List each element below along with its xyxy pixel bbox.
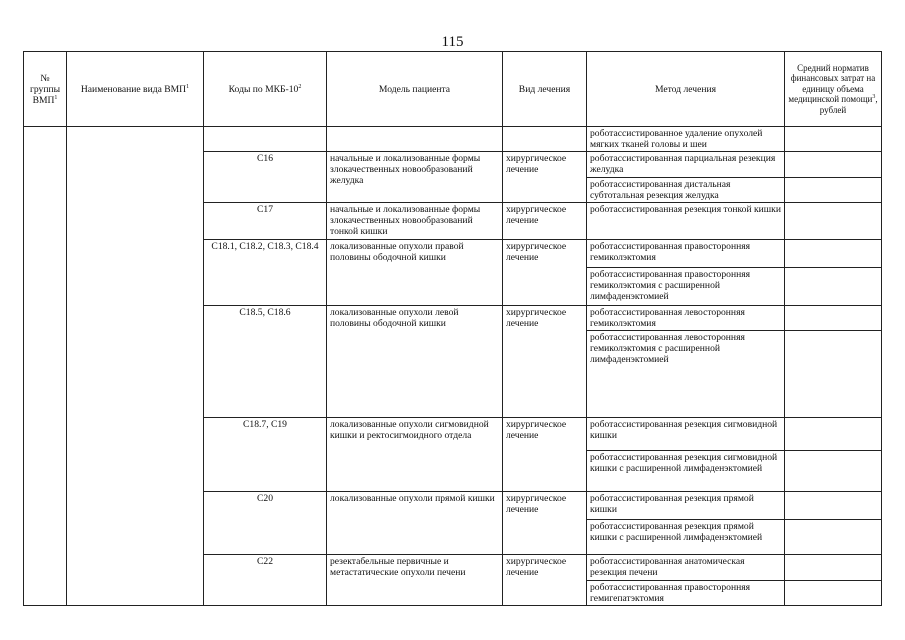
patient-model-cell: резектабельные первичные и метастатические опухоли печени (327, 555, 503, 606)
cost-norm-cell (785, 451, 882, 492)
header-treatment-method: Метод лечения (587, 52, 785, 127)
treatment-method-cell: роботассистированная парциальная резекция желудка (587, 152, 785, 178)
cost-norm-cell (785, 331, 882, 418)
icd-code-cell: C18.7, C19 (204, 418, 327, 492)
treatment-type-cell: хирургическое лечение (503, 203, 587, 240)
treatment-type-cell: хирургическое лечение (503, 240, 587, 306)
page-number: 115 (441, 34, 464, 50)
treatment-method-cell: роботассистированная правосторонняя гемиколэктомия (587, 240, 785, 268)
icd-code-cell (204, 127, 327, 152)
treatment-method-cell: роботассистированная резекция прямой кишки (587, 492, 785, 520)
table-row (24, 127, 882, 152)
cost-norm-cell (785, 492, 882, 520)
icd-code-cell: C22 (204, 555, 327, 606)
cost-norm-cell (785, 418, 882, 451)
patient-model-cell: локализованные опухоли правой половины ободочной кишки (327, 240, 503, 306)
group-no-cell (24, 127, 67, 606)
patient-model-cell: локализованные опухоли прямой кишки (327, 492, 503, 555)
icd-code-cell: C20 (204, 492, 327, 555)
cost-norm-cell (785, 306, 882, 331)
treatment-method-cell: роботассистированная анатомическая резекция печени (587, 555, 785, 581)
treatment-type-cell: хирургическое лечение (503, 418, 587, 492)
cost-norm-cell (785, 127, 882, 152)
table-header-row (24, 52, 882, 127)
vmp-table (23, 51, 882, 606)
icd-code-cell: C18.1, C18.2, C18.3, C18.4 (204, 240, 327, 306)
cost-norm-cell (785, 581, 882, 606)
cost-norm-cell (785, 178, 882, 203)
cost-norm-cell (785, 240, 882, 268)
cost-norm-cell (785, 268, 882, 306)
header-icd-codes: Коды по МКБ-$10^2$ (204, 52, 327, 127)
header-patient-model: Модель пациента (327, 52, 503, 127)
header-treatment-type: Вид лечения (503, 52, 587, 127)
patient-model-cell: локализованные опухоли сигмовидной кишки и ректосигмоидного отдела (327, 418, 503, 492)
header-group-no: № группы ВМП$^1$ (24, 52, 67, 127)
patient-model-cell: начальные и локализованные формы злокачественных новообразований желудка (327, 152, 503, 203)
treatment-method-cell: роботассистированная левосторонняя гемиколэктомия с расширенной лимфаденэктомией (587, 331, 785, 418)
treatment-type-cell: хирургическое лечение (503, 152, 587, 203)
treatment-method-cell: роботассистированное удаление опухолей мягких тканей головы и шеи (587, 127, 785, 152)
header-cost-norm: Средний норматив финансовых затрат на единицу объема медицинской помощи$^3$, рублей (785, 52, 882, 127)
cost-norm-cell (785, 203, 882, 240)
treatment-type-cell: хирургическое лечение (503, 306, 587, 418)
treatment-method-cell: роботассистированная резекция сигмовидной кишки с расширенной лимфаденэктомией (587, 451, 785, 492)
cost-norm-cell (785, 152, 882, 178)
treatment-method-cell: роботассистированная резекция тонкой кишки (587, 203, 785, 240)
cost-norm-cell (785, 520, 882, 555)
patient-model-cell: локализованные опухоли левой половины ободочной кишки (327, 306, 503, 418)
patient-model-cell (327, 127, 503, 152)
treatment-method-cell: роботассистированная правосторонняя гемиколэктомия с расширенной лимфаденэктомией (587, 268, 785, 306)
treatment-method-cell: роботассистированная правосторонняя гемигепатэктомия (587, 581, 785, 606)
icd-code-cell: C18.5, C18.6 (204, 306, 327, 418)
icd-code-cell: C17 (204, 203, 327, 240)
treatment-method-cell: роботассистированная дистальная субтотальная резекция желудка (587, 178, 785, 203)
treatment-type-cell: хирургическое лечение (503, 555, 587, 606)
cost-norm-cell (785, 555, 882, 581)
vmp-name-cell (67, 127, 204, 606)
patient-model-cell: начальные и локализованные формы злокачественных новообразований тонкой кишки (327, 203, 503, 240)
treatment-type-cell: хирургическое лечение (503, 492, 587, 555)
treatment-method-cell: роботассистированная левосторонняя гемиколэктомия (587, 306, 785, 331)
treatment-type-cell (503, 127, 587, 152)
header-vmp-name: Наименование вида ВМП$^1$ (67, 52, 204, 127)
treatment-method-cell: роботассистированная резекция прямой кишки с расширенной лимфаденэктомией (587, 520, 785, 555)
icd-code-cell: C16 (204, 152, 327, 203)
treatment-method-cell: роботассистированная резекция сигмовидной кишки (587, 418, 785, 451)
